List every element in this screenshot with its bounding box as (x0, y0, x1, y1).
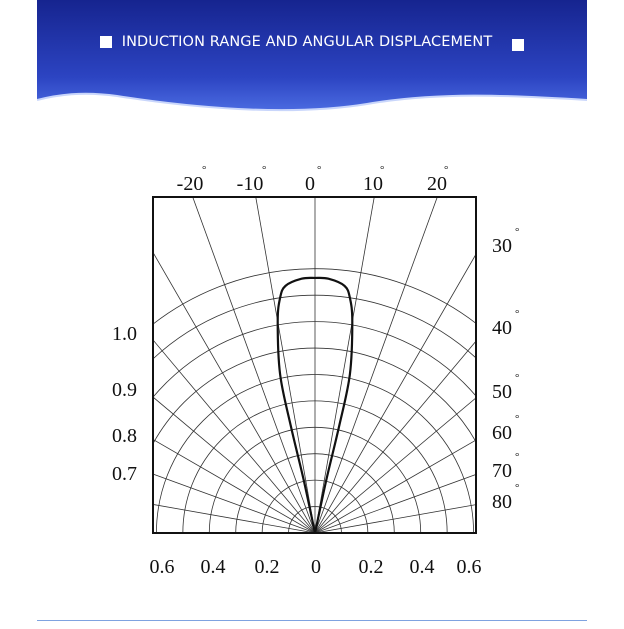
degree-symbol: ° (202, 164, 207, 176)
top-angle-label: 20 (427, 173, 447, 195)
grid-ray (76, 0, 315, 533)
top-angle-label: -10 (236, 173, 264, 195)
degree-symbol: ° (317, 164, 322, 176)
left-scale-label: 0.7 (112, 463, 137, 485)
bottom-scale-label: 0.2 (358, 556, 384, 578)
right-angle-label: 50 (492, 381, 512, 403)
page-title: INDUCTION RANGE AND ANGULAR DISPLACEMENT (121, 34, 493, 50)
grid-ray (315, 183, 624, 533)
plot-frame (153, 197, 476, 533)
bottom-scale-label: 0.4 (200, 556, 226, 578)
bottom-scale-label: 0.4 (409, 556, 435, 578)
bottom-scale-label: 0.2 (254, 556, 280, 578)
grid-ray (315, 0, 624, 533)
grid-ray (315, 83, 624, 533)
right-angle-label: 30 (492, 235, 512, 257)
bottom-scale-label: 0.6 (456, 556, 482, 578)
degree-symbol: ° (515, 413, 520, 425)
right-angle-label: 40 (492, 317, 512, 339)
degree-symbol: ° (515, 226, 520, 238)
top-angle-label: -20 (176, 173, 204, 195)
degree-symbol: ° (515, 451, 520, 463)
grid-ray (0, 83, 315, 533)
degree-symbol: ° (444, 164, 449, 176)
top-angle-label: 0 (305, 173, 315, 195)
degree-symbol: ° (515, 372, 520, 384)
degree-symbol: ° (380, 164, 385, 176)
bottom-scale-label: 0.6 (149, 556, 175, 578)
right-angle-label: 60 (492, 422, 512, 444)
bottom-scale-label: 0 (311, 556, 321, 578)
top-angle-label: 10 (363, 173, 383, 195)
left-scale-label: 0.8 (112, 425, 137, 447)
bottom-divider (37, 620, 587, 621)
right-angle-label: 80 (492, 491, 512, 513)
left-scale-label: 1.0 (112, 323, 137, 345)
degree-symbol: ° (262, 164, 267, 176)
grid-ray (0, 294, 315, 533)
left-scale-label: 0.9 (112, 379, 137, 401)
grid-ray (0, 183, 315, 533)
degree-symbol: ° (515, 308, 520, 320)
grid-ray (315, 411, 624, 533)
right-angle-label: 70 (492, 460, 512, 482)
degree-symbol: ° (515, 482, 520, 494)
